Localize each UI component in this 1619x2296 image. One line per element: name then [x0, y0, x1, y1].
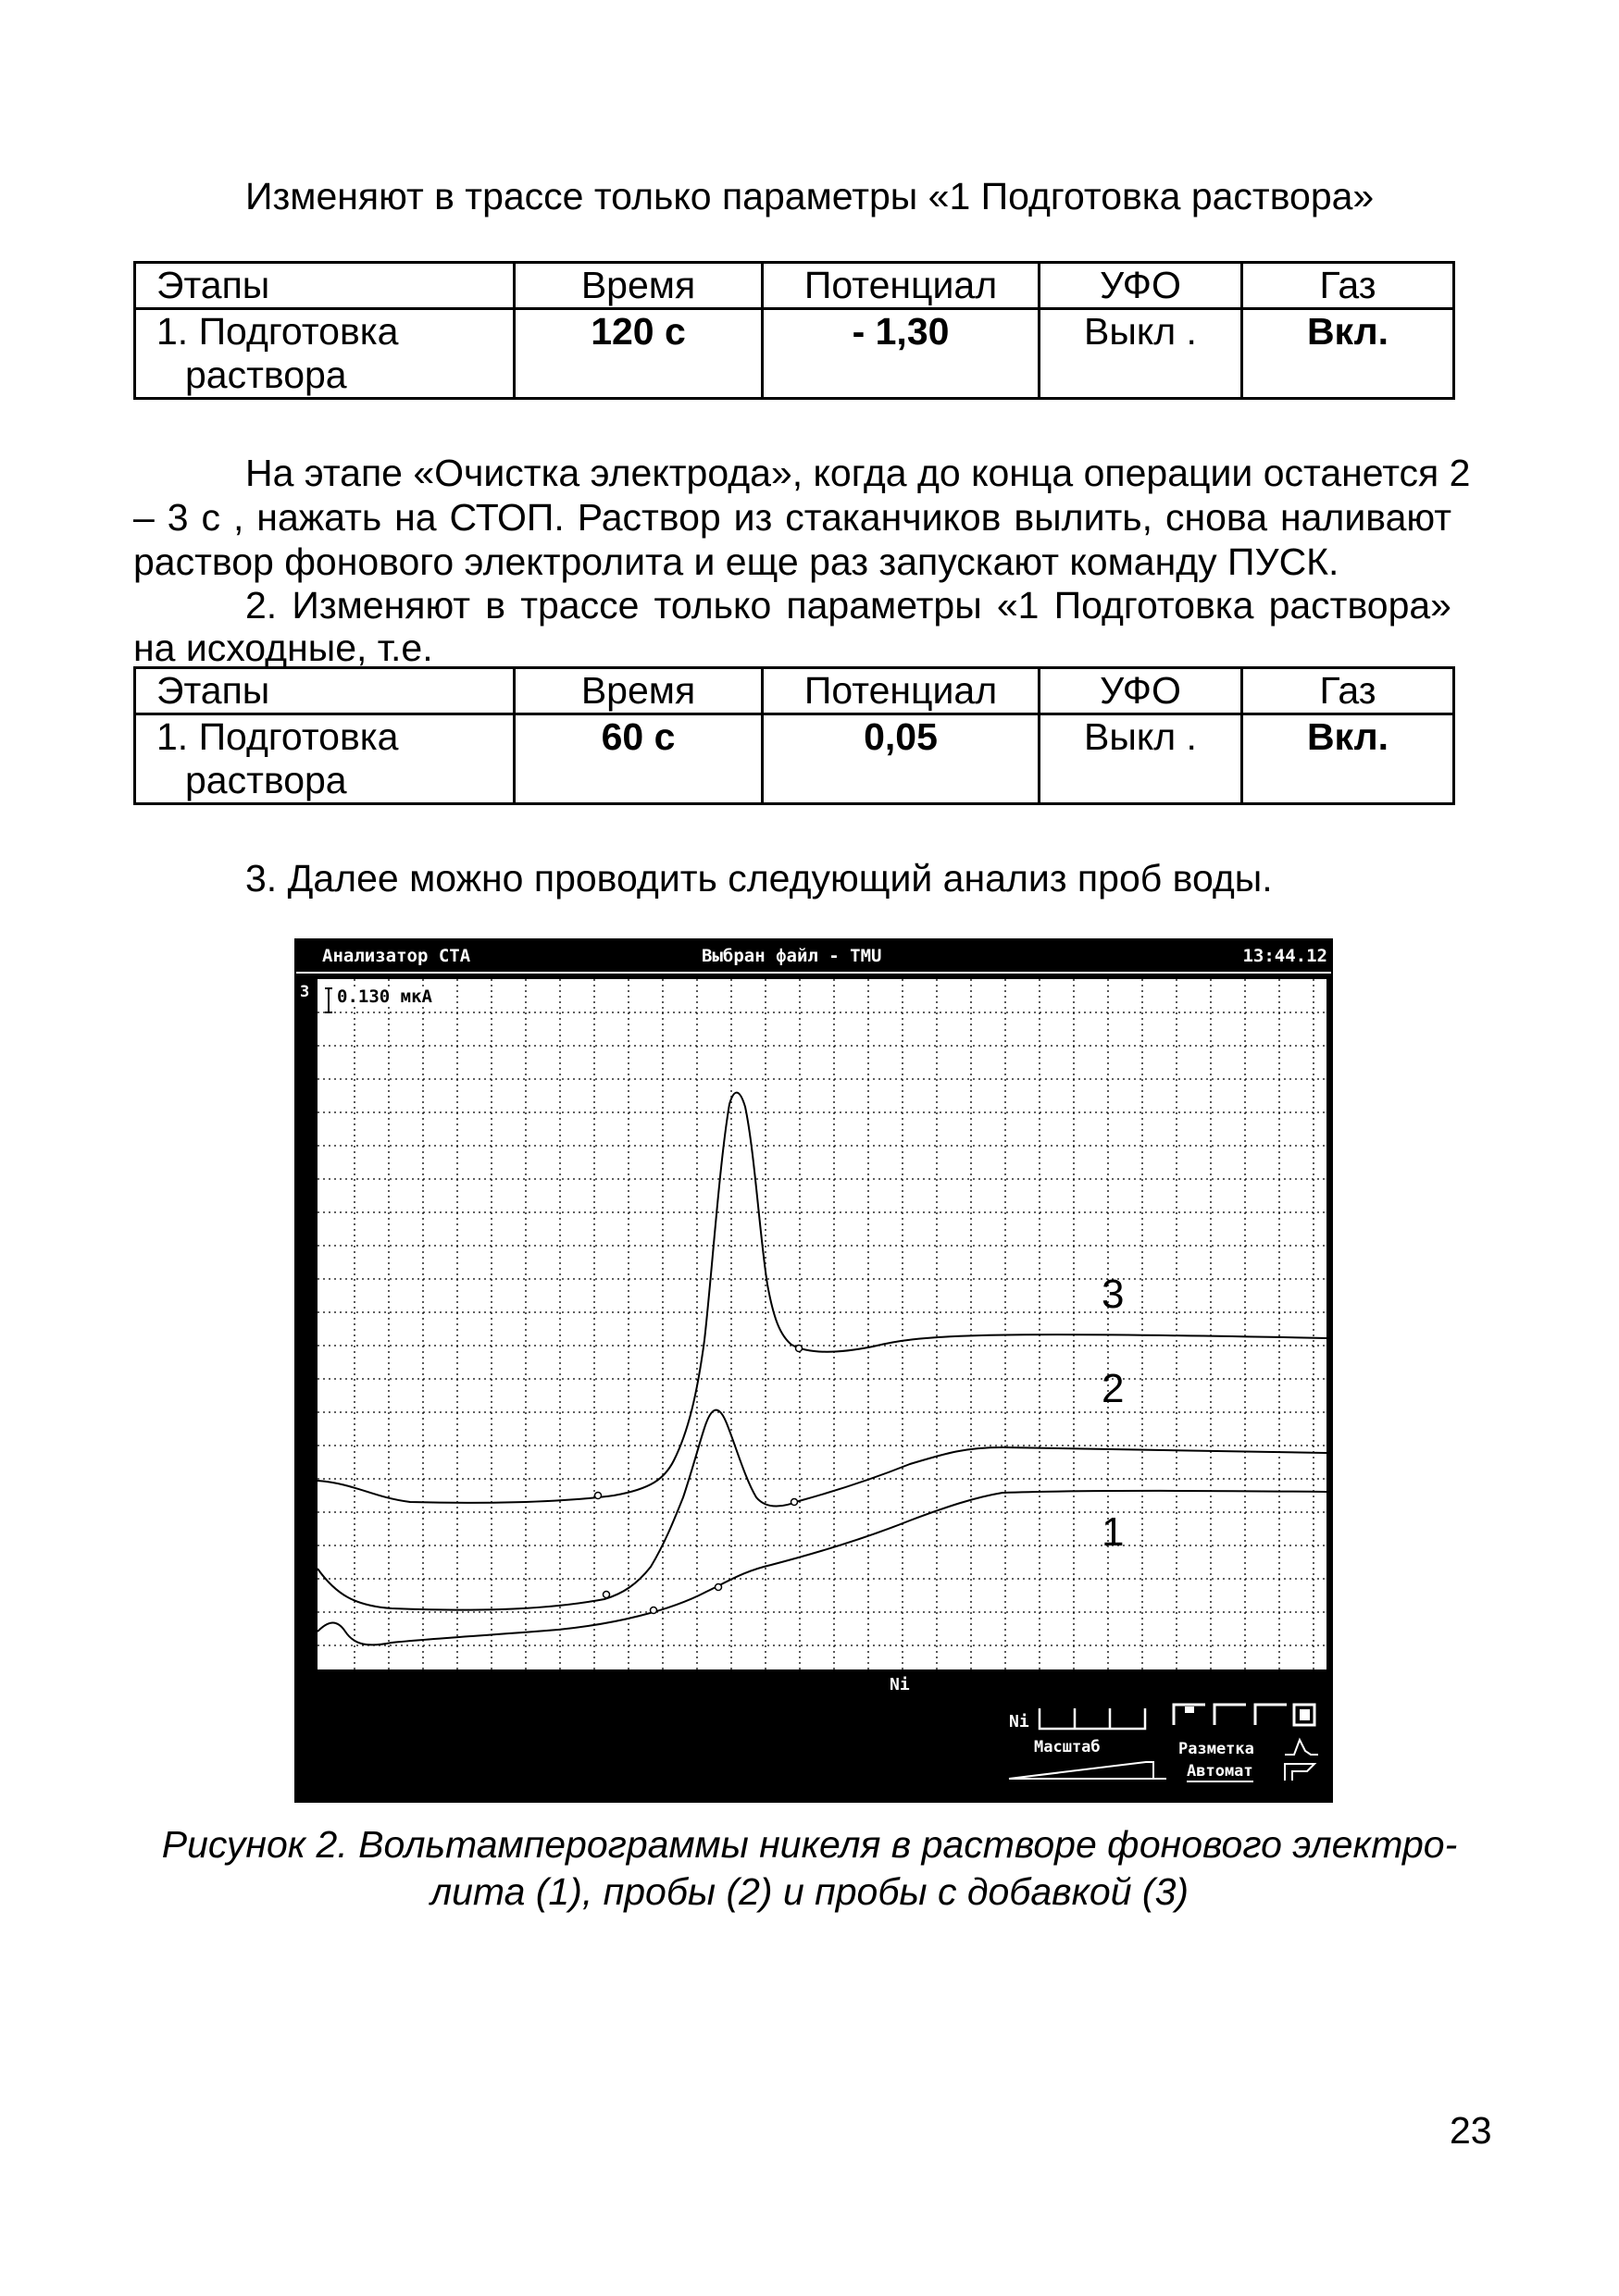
paragraph-line-3: раствор фонового электролита и еще раз запускают команду ПУСК.: [133, 540, 1339, 583]
curve-3-marker-start: [595, 1493, 602, 1499]
scale-bars-icon[interactable]: [1038, 1706, 1147, 1731]
stage-name-line2: раствора: [185, 759, 347, 801]
auto-arrow-icon: [1281, 1758, 1318, 1782]
table-header-row: [135, 263, 1454, 309]
curve-3-marker-end: [796, 1346, 803, 1352]
markup-toggle-icons[interactable]: [1170, 1701, 1318, 1727]
gas-value: Вкл.: [1242, 714, 1454, 804]
paragraph-line-1: На этапе «Очистка электрода», когда до конца операции останется 2: [245, 452, 1471, 494]
curve-label-1: 1: [1102, 1509, 1125, 1555]
auto-button[interactable]: Автомат: [1187, 1762, 1253, 1781]
potential-value: 0,05: [763, 714, 1040, 804]
curve-3-line: [318, 1093, 1326, 1503]
paragraph-line-4: 2. Изменяют в трассе только параметры «1 Подготовка раствора»: [245, 584, 1451, 627]
curve-2-marker-start: [604, 1592, 610, 1598]
header-ufo: УФО: [1040, 263, 1242, 309]
element-label: Ni: [890, 1675, 910, 1694]
stage-cell: [135, 714, 515, 804]
stage-table-2: [133, 666, 1455, 805]
time-value: 120 с: [515, 309, 763, 399]
scale-marker-icon: [325, 988, 332, 1012]
figure-caption-line-1: Рисунок 2. Вольтамперограммы никеля в растворе фонового электро-: [161, 1823, 1458, 1866]
time-value: 60 с: [515, 714, 763, 804]
scale-button[interactable]: Масштаб: [1034, 1738, 1101, 1756]
ufo-value: Выкл .: [1040, 309, 1242, 399]
curve-2-line: [318, 1410, 1326, 1610]
curve-label-3: 3: [1102, 1272, 1125, 1317]
stage-cell: [135, 309, 515, 399]
header-potential: Потенциал: [763, 263, 1040, 309]
stage-name-line2: раствора: [185, 354, 347, 396]
peak-marker-icon: [1283, 1736, 1320, 1756]
header-stages: Этапы: [135, 263, 515, 309]
header-gas: Газ: [1242, 263, 1454, 309]
curve-1-marker-end: [716, 1584, 722, 1591]
plot-svg: [318, 979, 1326, 1669]
header-ufo: УФО: [1040, 668, 1242, 714]
analyzer-screen: [294, 938, 1333, 1803]
header-stages: Этапы: [135, 668, 515, 714]
ufo-value: Выкл .: [1040, 714, 1242, 804]
stage-name-line1: 1. Подготовка: [156, 715, 399, 758]
table-header-row: [135, 668, 1454, 714]
gas-value: Вкл.: [1242, 309, 1454, 399]
voltammogram-plot: [318, 979, 1326, 1669]
title-divider: [296, 972, 1331, 974]
header-time: Время: [515, 263, 763, 309]
paragraph-line-2: – 3 с , нажать на СТОП. Раствор из стаканчиков вылить, снова наливают: [133, 496, 1451, 539]
header-potential: Потенциал: [763, 668, 1040, 714]
figure-caption-line-2: лита (1), пробы (2) и пробы с добавкой (3): [430, 1870, 1189, 1913]
bottom-element-label: Ni: [1009, 1712, 1029, 1731]
table-row: [135, 309, 1454, 399]
curve-2-marker-end: [791, 1499, 798, 1506]
table-row: [135, 714, 1454, 804]
curve-label-2: 2: [1102, 1366, 1125, 1411]
intro-line: Изменяют в трассе только параметры «1 Подготовка раствора»: [245, 175, 1375, 217]
step-3-line: 3. Далее можно проводить следующий анализ проб воды.: [245, 857, 1273, 900]
curve-markers: [595, 1346, 803, 1614]
curve-1-line: [318, 1491, 1326, 1645]
header-gas: Газ: [1242, 668, 1454, 714]
clock: 13:44.12: [1242, 946, 1327, 966]
header-time: Время: [515, 668, 763, 714]
stage-table-1: [133, 261, 1455, 400]
channel-number: 3: [300, 983, 310, 1001]
file-label: Выбран файл - TMU: [702, 946, 882, 966]
scale-ramp-icon: [1007, 1758, 1169, 1781]
potential-value: - 1,30: [763, 309, 1040, 399]
page-number: 23: [1450, 2109, 1492, 2152]
paragraph-line-5: на исходные, т.е.: [133, 627, 433, 669]
app-title: Анализатор СТА: [322, 946, 471, 966]
plot-grid: [318, 979, 1326, 1669]
curve-1-marker-start: [651, 1607, 657, 1614]
current-scale-label: 0.130 мкА: [334, 987, 435, 1007]
markup-button[interactable]: Разметка: [1178, 1740, 1254, 1758]
stage-name-line1: 1. Подготовка: [156, 310, 399, 353]
